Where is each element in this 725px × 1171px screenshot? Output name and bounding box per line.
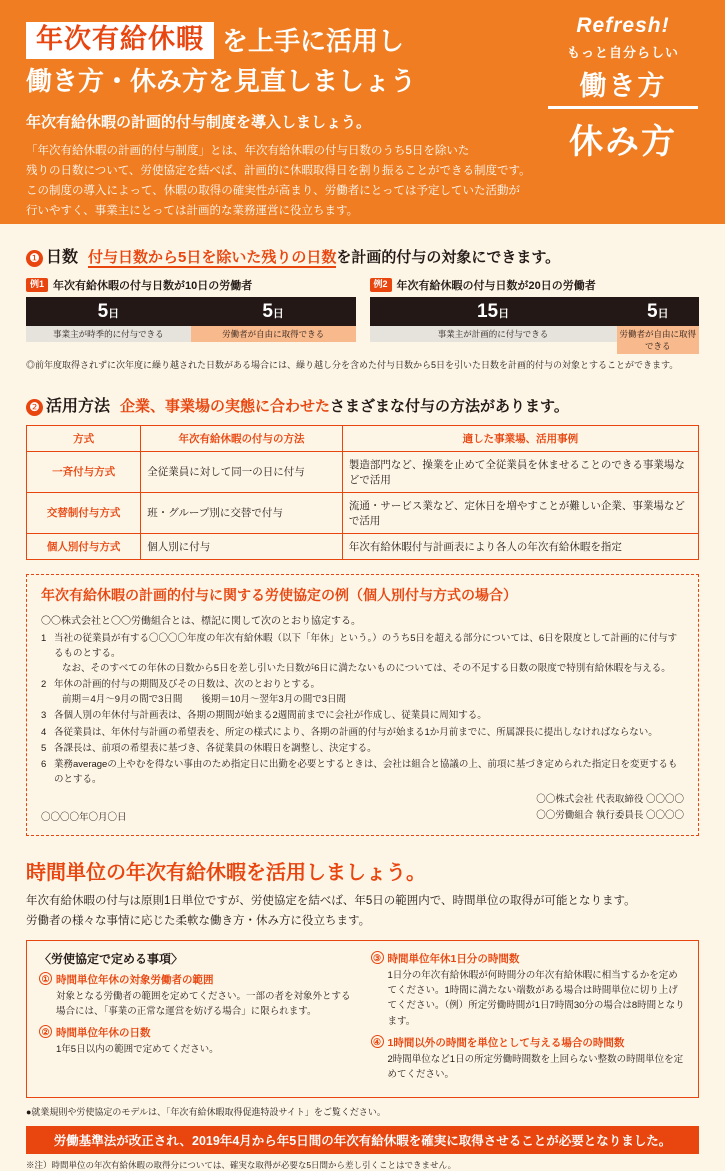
labor-agreement-item-1-title: 時間単位年休の対象労働者の範囲 [56, 974, 214, 986]
logo-refresh-text: Refresh! [576, 14, 670, 37]
agreement-signature-company: 〇〇株式会社 代表取締役 〇〇〇〇 [536, 794, 684, 806]
list-item [41, 631, 684, 677]
agreement-item-1-line-1: 前期＝4月～9月の間で3日間 後期＝10月～翌年3月の間で3日間 [62, 694, 346, 706]
agreement-item-0-text [54, 631, 684, 677]
labor-agreement-item-2-number: ② [39, 1025, 52, 1038]
section-methods-lead-emphasis: 企業、事業場の実態に合わせた [120, 397, 331, 415]
hourly-leave-body-line: 年次有給休暇の付与は原則1日単位ですが、労使協定を結べば、年5日の範囲内で、時間単位の取得が可能となります。 [26, 894, 636, 907]
methods-col-header-1: 年次有給休暇の付与の方法 [141, 425, 343, 451]
labor-agreement-item-2-head [39, 1025, 355, 1040]
methods-row-2-col-0: 個人別付与方式 [27, 533, 141, 559]
section-methods-title: 活用方法 [46, 397, 111, 415]
list-item [41, 708, 684, 723]
agreement-title: 年次有給休暇の計画的付与に関する労使協定の例（個人別付与方式の場合） [41, 586, 517, 603]
example-1-bar-2-number: 5 [262, 301, 273, 322]
header-body-line: この制度の導入によって、休暇の取得の確実性が高まり、労働者にとっては予定していた活動が [26, 185, 521, 198]
methods-row-2-col-1: 個人別に付与 [141, 533, 343, 559]
examples-row [26, 277, 699, 354]
section-days-lead-emphasis: 付与日数から5日を除いた残りの日数 [88, 249, 337, 266]
labor-agreement-item-1 [39, 972, 355, 1019]
agreement-item-4-text: 各課長は、前項の希望表に基づき、各従業員の休暇日を調整し、決定する。 [54, 742, 377, 754]
table-row [27, 492, 699, 533]
labor-agreement-item-4 [371, 1035, 687, 1082]
law-revision-banner: 労働基準法が改正され、2019年4月から年5日間の年次有給休暇を確実に取得させることが必要となりました。 [26, 1126, 699, 1154]
methods-row-0-col-2: 製造部門など、操業を止めて全従業員を休ませることのできる事業場などで活用 [342, 451, 698, 492]
example-1-bars [26, 297, 356, 342]
agreement-signature-union: 〇〇労働組合 執行委員長 〇〇〇〇 [536, 809, 684, 821]
agreement-item-5-text: 業務averageの上やむを得ない事由のため指定日に出勤を必要とするときは、会社は組合と協議の上、前項に基づき定められた指定日を変更するものとする。 [54, 759, 678, 786]
methods-row-1-col-0: 交替制付与方式 [27, 492, 141, 533]
hourly-leave-section [0, 856, 725, 1171]
example-2 [370, 277, 700, 354]
example-2-label: 年次有給休暇の付与日数が20日の労働者 [396, 280, 596, 292]
agreement-item-2-text: 各個人別の年休付与計画表は、各期の期間が始まる2週間前までに会社が作成し、従業員に周知する。 [54, 710, 487, 722]
section-methods-heading [26, 393, 699, 416]
example-2-bar-2-caption: 労働者が自由に取得できる [617, 326, 699, 354]
agreement-item-1-line-0: 年休の計画的付与の期間及びその日数は、次のとおりとする。 [54, 679, 321, 691]
headline-rest: を上手に活用し [222, 25, 405, 56]
example-2-bar-2-value [617, 297, 699, 326]
labor-agreement-item-1-body: 対象となる労働者の範囲を定めてください。一部の者を対象外とする場合には、「事業の正常な運営を妨げる場合」に限られます。 [56, 991, 351, 1018]
labor-agreement-items-left [39, 950, 355, 1088]
agreement-item-2-no: 3 [41, 710, 47, 722]
methods-row-1-col-2: 流通・サービス業など、定休日を増やすことが難しい企業、事業場などで活用 [342, 492, 698, 533]
logo-line-1: 働き方 [579, 71, 667, 101]
example-1-tag: 例1 [26, 278, 48, 292]
labor-agreement-items-box [26, 940, 699, 1098]
labor-agreement-item-1-number: ① [39, 972, 52, 985]
example-2-bar-2 [617, 297, 699, 354]
example-1-label: 年次有給休暇の付与日数が10日の労働者 [53, 280, 253, 292]
header-lead: 年次有給休暇の計画的付与制度を導入しましょう。 [26, 113, 372, 131]
campaign-logo [537, 14, 709, 163]
section-days-lead [88, 246, 560, 267]
hourly-leave-body [26, 891, 699, 931]
headline-line-2: 働き方・休み方を見直しましょう [26, 66, 417, 96]
agreement-item-1-text [54, 677, 684, 707]
methods-row-0-col-0: 一斉付与方式 [27, 451, 141, 492]
example-2-tag: 例2 [370, 278, 392, 292]
agreement-date: 〇〇〇〇年〇月〇日 [41, 811, 127, 823]
example-2-bar-1-caption: 事業主が計画的に付与できる [370, 326, 617, 342]
example-2-bar-2-number: 5 [647, 301, 658, 322]
example-1-bar-1-number: 5 [97, 301, 109, 322]
list-item [41, 757, 684, 787]
section-methods-number: ❷ [26, 399, 43, 416]
hourly-leave-title: 時間単位の年次有給休暇を活用しましょう。 [26, 861, 426, 884]
agreement-item-5-no: 6 [41, 759, 47, 770]
methods-table [26, 425, 699, 560]
list-item [41, 741, 684, 756]
agreement-item-0-no: 1 [41, 632, 47, 644]
agreement-item-3-text: 各従業員は、年休付与計画の希望表を、所定の様式により、各期の計画的付与が始まる1か月前までに、所属課長に提出しなければならない。 [54, 726, 658, 738]
agreement-item-3-no: 4 [41, 726, 47, 738]
logo-divider [548, 106, 698, 109]
section-methods-lead-rest: さまざまな付与の方法があります。 [330, 397, 569, 415]
example-2-bar-1 [370, 297, 617, 354]
labor-agreement-box-title: 〈労使協定で定める事項〉 [39, 952, 184, 966]
example-2-bar-1-number: 15 [476, 301, 499, 322]
table-row [27, 533, 699, 559]
agreement-intro: 〇〇株式会社と〇〇労働組合とは、標記に関して次のとおり協定する。 [41, 615, 361, 627]
methods-row-0-col-1: 全従業員に対して同一の日に付与 [141, 451, 343, 492]
footnote: ※注）時間単位の年次有給休暇の取得分については、確実な取得が必要な5日間から差し引くことはできません。 [26, 1160, 457, 1171]
labor-agreement-item-3-title: 時間単位年休1日分の時間数 [387, 953, 520, 965]
headline-boxed-term: 年次有給休暇 [26, 22, 214, 59]
section-methods-lead [120, 395, 569, 416]
labor-agreement-item-1-head [39, 972, 355, 987]
example-1-bar-1-caption: 事業主が時季的に付与できる [26, 326, 191, 342]
example-1-bar-1 [26, 297, 191, 342]
methods-col-header-0: 方式 [27, 425, 141, 451]
header-banner [0, 0, 725, 224]
list-item [41, 677, 684, 707]
example-2-bar-1-value [370, 297, 617, 326]
methods-table-header-row [27, 425, 699, 451]
header-body-line: 行いやすく、事業主にとっては計画的な業務運営に役立ちます。 [26, 205, 359, 218]
example-2-bar-2-unit: 日 [657, 308, 669, 320]
model-rules-note: ●就業規則や労使協定のモデルは、「年次有給休暇取得促進特設サイト」をご覧ください。 [26, 1107, 386, 1118]
list-item [41, 725, 684, 740]
section-days [0, 244, 725, 373]
labor-agreement-item-4-title: 1時間以外の時間を単位として与える場合の時間数 [387, 1036, 625, 1049]
example-1-bar-2-unit: 日 [272, 308, 284, 320]
labor-agreement-item-4-head [371, 1035, 687, 1050]
section-days-title: 日数 [46, 249, 79, 266]
agreement-box [26, 574, 699, 836]
agreement-section [0, 574, 725, 836]
section-days-lead-rest: を計画的付与の対象にできます。 [336, 249, 561, 266]
example-1-bar-2-value [191, 297, 356, 326]
labor-agreement-items-right [371, 950, 687, 1088]
labor-agreement-item-3 [371, 951, 687, 1029]
section-methods [0, 393, 725, 560]
methods-col-header-2: 適した事業場、活用事例 [342, 425, 698, 451]
agreement-list [41, 631, 684, 788]
labor-agreement-item-4-number: ④ [371, 1035, 384, 1048]
example-2-head [370, 277, 700, 293]
example-1 [26, 277, 356, 354]
example-1-bar-2-caption: 労働者が自由に取得できる [191, 326, 356, 342]
labor-agreement-item-3-body: 1日分の年次有給休暇が何時間分の年次有給休暇に相当するかを定めてください。1時間に満たない端数がある場合は時間単位に切り上げてください。（例）所定労働時間が1日7時間30分の場合は8時間となります。 [387, 970, 685, 1027]
table-row [27, 451, 699, 492]
logo-subtitle: もっと自分らしい [566, 45, 679, 60]
methods-row-2-col-2: 年次有給休暇付与計画表により各人の年次有給休暇を指定 [342, 533, 698, 559]
header-body-line: 残りの日数について、労使協定を結べば、計画的に休暇取得日を割り振ることができる制度です。 [26, 165, 531, 178]
agreement-item-0-line-0: 当社の従業員が有する〇〇〇〇年度の年次有給休暇（以下「年休」という。）のうち5日を超える部分については、6日を限度として計画的に付与するものとする。 [54, 632, 678, 659]
example-1-bar-2 [191, 297, 356, 342]
agreement-item-4-no: 5 [41, 742, 47, 754]
agreement-signatures [536, 792, 684, 822]
example-1-head [26, 277, 356, 293]
section-days-number: ❶ [26, 250, 43, 267]
agreement-item-1-no: 2 [41, 679, 47, 691]
methods-row-1-col-1: 班・グループ別に交替で付与 [141, 492, 343, 533]
hourly-leave-body-line: 労働者の様々な事情に応じた柔軟な働き方・休み方に役立ちます。 [26, 914, 371, 927]
labor-agreement-item-4-body: 2時間単位など1日の所定労働時間数を上回らない整数の時間単位を定めてください。 [387, 1053, 684, 1080]
labor-agreement-item-2-body: 1年5日以内の範囲で定めてください。 [56, 1044, 219, 1056]
section-days-note: ◎前年度取得されずに次年度に繰り越された日数がある場合には、繰り越し分を含めた付与日数から5日を引いた日数を計画的付与の対象とすることができます。 [26, 360, 679, 370]
header-body-line: 「年次有給休暇の計画的付与制度」とは、年次有給休暇の付与日数のうち5日を除いた [26, 144, 470, 157]
labor-agreement-item-3-head [371, 951, 687, 966]
agreement-item-0-line-1: なお、そのすべての年休の日数から5日を差し引いた日数が6日に満たないものについては、その不足する日数の限度で特別有給休暇を与える。 [62, 662, 671, 674]
section-days-heading [26, 244, 699, 267]
example-2-bar-1-unit: 日 [498, 308, 510, 320]
example-2-bars [370, 297, 700, 354]
example-1-bar-1-unit: 日 [108, 308, 120, 320]
example-1-bar-1-value [26, 297, 191, 326]
labor-agreement-item-3-number: ③ [371, 951, 384, 964]
logo-line-2: 休み方 [569, 123, 677, 161]
labor-agreement-item-2 [39, 1025, 355, 1057]
labor-agreement-item-2-title: 時間単位年休の日数 [56, 1027, 151, 1040]
